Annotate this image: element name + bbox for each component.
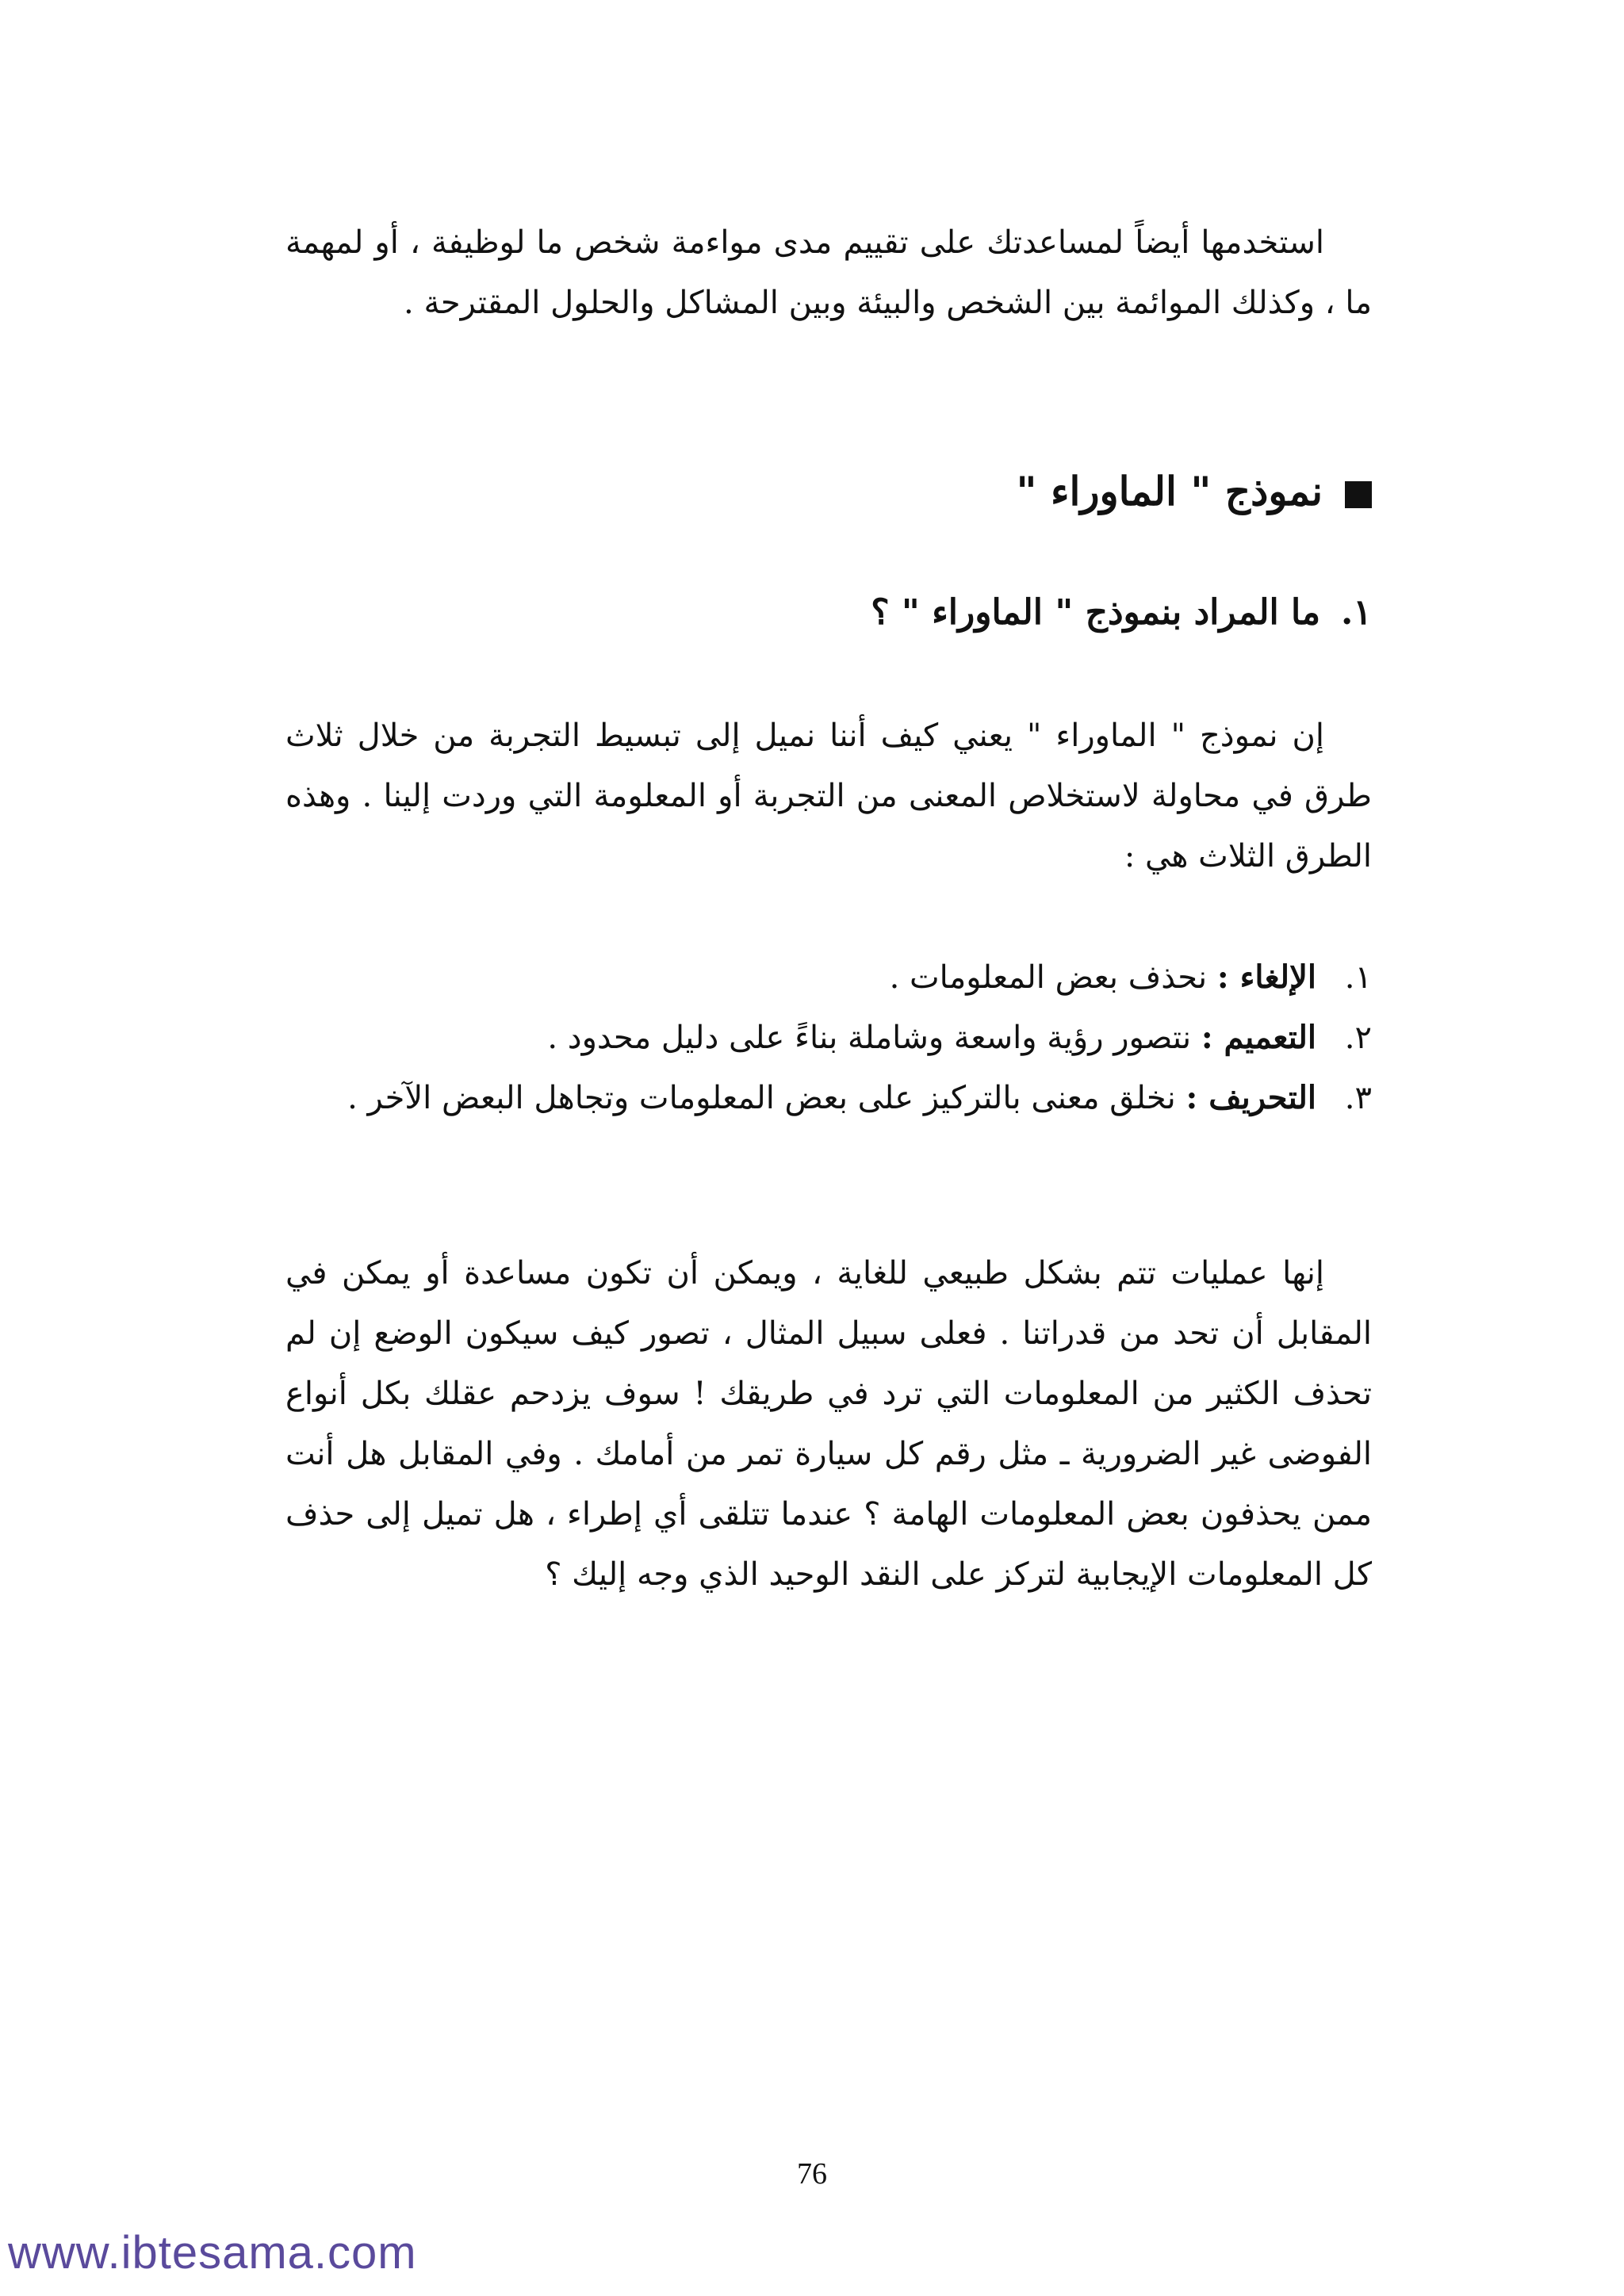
body-paragraph (285, 706, 1372, 886)
square-bullet-icon (1345, 481, 1372, 508)
section-heading (285, 460, 1372, 523)
list-item-number: ٣. (1344, 1080, 1372, 1116)
question-heading (285, 583, 1372, 643)
list-item-content (285, 1068, 1316, 1128)
list-item-term: التحريف : (1185, 1079, 1316, 1116)
list-item-content (285, 947, 1316, 1008)
list-item (285, 1008, 1372, 1068)
section-title: نموذج " الماوراء " (1016, 468, 1323, 515)
page-number: 76 (797, 2157, 827, 2191)
closing-paragraph-text: إنها عمليات تتم بشكل طبيعي للغاية ، ويمكن أن تكون مساعدة أو يمكن في المقابل أن تحد من قدراتنا . فعلى سبيل المثال ، تصور كيف سيكون الوضع إن لم تحذف الكثير من المعلومات التي ترد في طريقك ! سوف يزدحم عقلك بكل أنواع الفوضى غير الضرورية ـ مثل رقم كل سيارة تمر من أمامك . وفي المقابل هل أنت ممن يحذفون بعض المعلومات الهامة ؟ عندما تتلقى أي إطراء ، هل تميل إلى حذف كل المعلومات الإيجابية لتركز على النقد الوحيد الذي وجه إليك ؟ (285, 1255, 1372, 1593)
list-item-description: نتصور رؤية واسعة وشاملة بناءً على دليل محدود . (547, 1020, 1192, 1056)
list-item-description: نحذف بعض المعلومات . (889, 959, 1208, 996)
watermark-link[interactable]: www.ibtesama.com (8, 2227, 417, 2279)
list-item (285, 1068, 1372, 1128)
intro-paragraph (285, 212, 1372, 333)
body-paragraph-text: إن نموذج " الماوراء " يعني كيف أننا نميل إلى تبسيط التجربة من خلال ثلاث طرق في محاولة لاستخلاص المعنى من التجربة أو المعلومة التي وردت إلينا . وهذه الطرق الثلاث هي : (285, 718, 1372, 874)
list-item-content (285, 1008, 1316, 1068)
list-item-number: ٢. (1344, 1020, 1372, 1056)
closing-paragraph (285, 1243, 1372, 1605)
methods-list (285, 947, 1372, 1128)
list-item-term: الإلغاء : (1216, 959, 1316, 996)
question-number: ١. (1341, 592, 1372, 633)
question-text: ما المراد بنموذج " الماوراء " ؟ (871, 592, 1321, 633)
intro-paragraph-text: استخدمها أيضاً لمساعدتك على تقييم مدى مواءمة شخص ما لوظيفة ، أو لمهمة ما ، وكذلك الموائمة بين الشخص والبيئة وبين المشاكل والحلول المقترحة . (285, 224, 1372, 321)
list-item-number: ١. (1344, 959, 1372, 996)
list-item-description: نخلق معنى بالتركيز على بعض المعلومات وتجاهل البعض الآخر . (347, 1080, 1176, 1116)
list-item-term: التعميم : (1201, 1019, 1316, 1056)
list-item (285, 947, 1372, 1008)
